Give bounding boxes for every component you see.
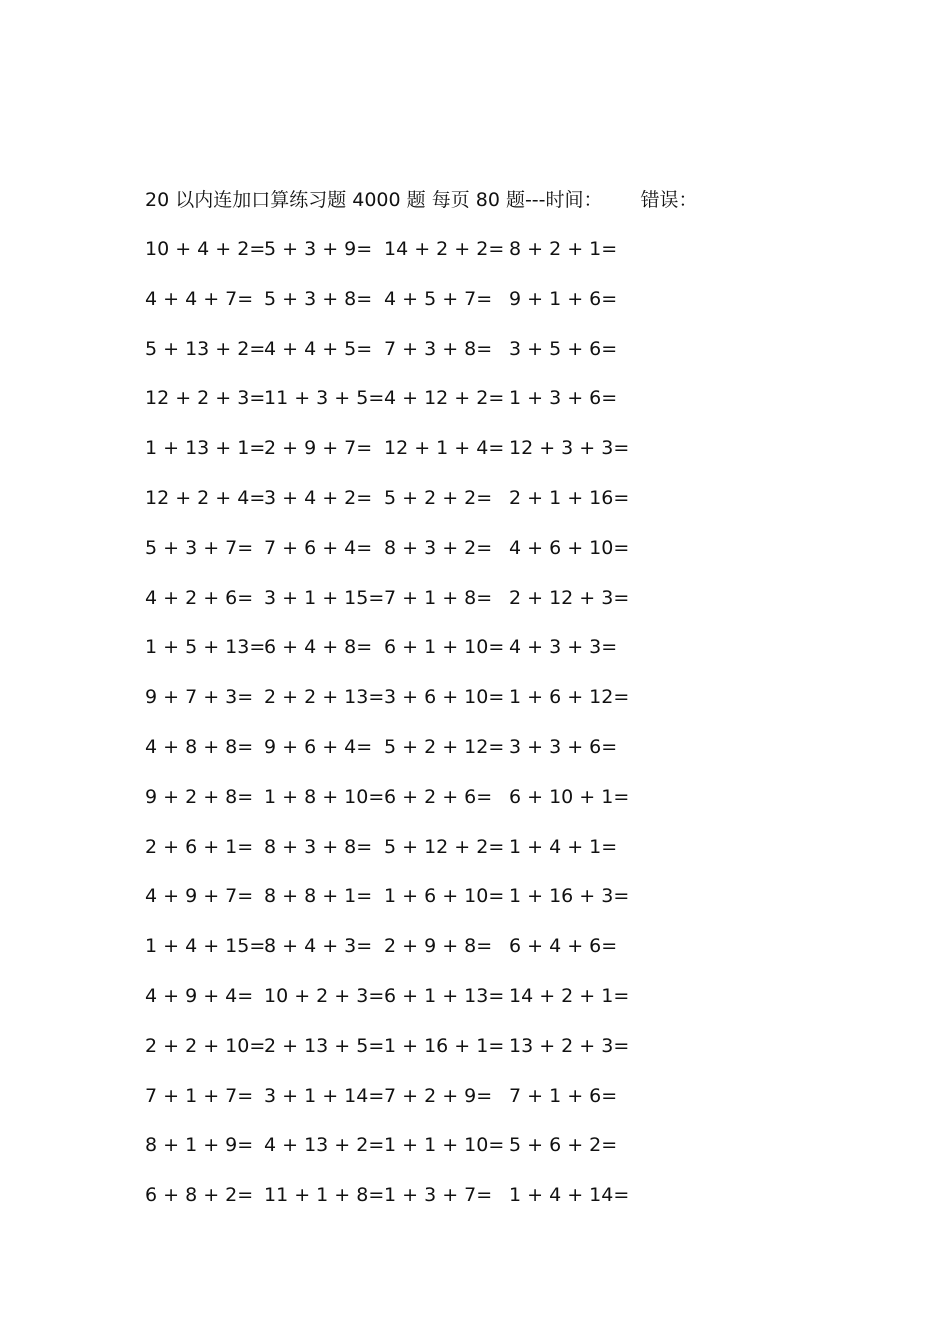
- problem-item: 4 + 13 + 2=: [264, 1134, 385, 1157]
- problem-row: [145, 234, 625, 284]
- problem-item: 6 + 1 + 13=: [384, 984, 505, 1007]
- problem-item: 9 + 2 + 8=: [145, 785, 254, 808]
- problem-item: 1 + 5 + 13=: [145, 636, 266, 659]
- problem-item: 1 + 6 + 12=: [509, 686, 630, 709]
- problem-item: 6 + 2 + 6=: [384, 785, 493, 808]
- problem-item: 9 + 6 + 4=: [264, 735, 373, 758]
- problem-item: 5 + 13 + 2=: [145, 337, 266, 360]
- problem-row: [145, 782, 630, 832]
- problem-item: 4 + 9 + 4=: [145, 984, 254, 1007]
- problem-item: 12 + 3 + 3=: [509, 437, 630, 460]
- problem-item: 6 + 10 + 1=: [509, 785, 630, 808]
- problem-item: 3 + 4 + 2=: [264, 486, 373, 509]
- problem-row: [145, 931, 625, 981]
- errors-label: 错误：: [640, 189, 698, 211]
- problem-row: [145, 284, 625, 334]
- problem-item: 1 + 8 + 10=: [264, 785, 385, 808]
- problem-row: [145, 1130, 625, 1180]
- problem-item: 14 + 2 + 2=: [384, 238, 505, 260]
- problem-row: [145, 583, 630, 633]
- worksheet-header: [145, 186, 698, 214]
- problem-row: [145, 483, 630, 533]
- problem-item: 1 + 16 + 1=: [384, 1034, 505, 1057]
- problem-row: [145, 1180, 630, 1230]
- problem-item: 7 + 6 + 4=: [264, 536, 373, 559]
- problem-item: 4 + 4 + 5=: [264, 337, 373, 360]
- problem-row: [145, 533, 630, 583]
- problem-item: 6 + 4 + 6=: [509, 935, 618, 958]
- problem-row: [145, 682, 630, 732]
- problem-item: 2 + 12 + 3=: [509, 586, 630, 609]
- problem-item: 5 + 2 + 12=: [384, 735, 505, 758]
- problem-item: 8 + 3 + 2=: [384, 536, 493, 559]
- problem-row: [145, 881, 630, 931]
- problem-row: [145, 433, 630, 483]
- problem-item: 4 + 5 + 7=: [384, 287, 493, 310]
- problem-item: 7 + 1 + 6=: [509, 1084, 618, 1107]
- problem-item: 7 + 1 + 8=: [384, 586, 493, 609]
- problem-item: 8 + 4 + 3=: [264, 935, 373, 958]
- problem-item: 12 + 2 + 3=: [145, 387, 266, 410]
- problem-item: 11 + 3 + 5=: [264, 387, 385, 410]
- problem-item: 5 + 3 + 9=: [264, 238, 373, 260]
- problem-item: 2 + 9 + 8=: [384, 935, 493, 958]
- problem-row: [145, 1081, 625, 1131]
- problem-item: 1 + 3 + 7=: [384, 1184, 493, 1207]
- problem-item: 8 + 2 + 1=: [509, 238, 618, 260]
- problem-grid: [145, 234, 630, 1230]
- problem-item: 1 + 1 + 10=: [384, 1134, 505, 1157]
- problem-item: 5 + 6 + 2=: [509, 1134, 618, 1157]
- problem-item: 3 + 3 + 6=: [509, 735, 618, 758]
- problem-item: 1 + 13 + 1=: [145, 437, 266, 460]
- problem-item: 3 + 1 + 15=: [264, 586, 385, 609]
- problem-item: 1 + 4 + 1=: [509, 835, 618, 858]
- problem-item: 2 + 9 + 7=: [264, 437, 373, 460]
- problem-item: 4 + 12 + 2=: [384, 387, 505, 410]
- problem-item: 2 + 6 + 1=: [145, 835, 254, 858]
- problem-row: [145, 732, 625, 782]
- problem-item: 7 + 3 + 8=: [384, 337, 493, 360]
- problem-item: 5 + 3 + 7=: [145, 536, 254, 559]
- problem-item: 2 + 2 + 10=: [145, 1034, 266, 1057]
- worksheet-title: 20 以内连加口算练习题 4000 题 每页 80 题---时间：: [145, 189, 603, 211]
- problem-item: 6 + 1 + 10=: [384, 636, 505, 659]
- problem-item: 4 + 6 + 10=: [509, 536, 630, 559]
- problem-item: 9 + 7 + 3=: [145, 686, 254, 709]
- problem-item: 10 + 2 + 3=: [264, 984, 385, 1007]
- problem-item: 12 + 2 + 4=: [145, 486, 266, 509]
- problem-item: 4 + 8 + 8=: [145, 735, 254, 758]
- problem-item: 9 + 1 + 6=: [509, 287, 618, 310]
- problem-item: 1 + 6 + 10=: [384, 885, 505, 908]
- problem-item: 3 + 6 + 10=: [384, 686, 505, 709]
- problem-row: [145, 981, 630, 1031]
- problem-item: 1 + 3 + 6=: [509, 387, 618, 410]
- problem-row: [145, 334, 625, 384]
- problem-item: 4 + 2 + 6=: [145, 586, 254, 609]
- problem-item: 6 + 8 + 2=: [145, 1184, 254, 1207]
- problem-row: [145, 632, 625, 682]
- problem-item: 3 + 1 + 14=: [264, 1084, 385, 1107]
- problem-item: 2 + 1 + 16=: [509, 486, 630, 509]
- problem-item: 5 + 2 + 2=: [384, 486, 493, 509]
- problem-item: 4 + 9 + 7=: [145, 885, 254, 908]
- problem-row: [145, 383, 625, 433]
- problem-row: [145, 832, 625, 882]
- problem-item: 13 + 2 + 3=: [509, 1034, 630, 1057]
- problem-item: 3 + 5 + 6=: [509, 337, 618, 360]
- problem-item: 8 + 8 + 1=: [264, 885, 373, 908]
- problem-item: 4 + 4 + 7=: [145, 287, 254, 310]
- problem-item: 5 + 3 + 8=: [264, 287, 373, 310]
- problem-item: 14 + 2 + 1=: [509, 984, 630, 1007]
- problem-item: 11 + 1 + 8=: [264, 1184, 385, 1207]
- problem-item: 1 + 4 + 15=: [145, 935, 266, 958]
- problem-item: 10 + 4 + 2=: [145, 238, 266, 260]
- problem-row: [145, 1031, 630, 1081]
- problem-item: 2 + 2 + 13=: [264, 686, 385, 709]
- problem-item: 2 + 13 + 5=: [264, 1034, 385, 1057]
- problem-item: 7 + 1 + 7=: [145, 1084, 254, 1107]
- problem-item: 6 + 4 + 8=: [264, 636, 373, 659]
- problem-item: 1 + 16 + 3=: [509, 885, 630, 908]
- problem-item: 4 + 3 + 3=: [509, 636, 618, 659]
- problem-item: 5 + 12 + 2=: [384, 835, 505, 858]
- problem-item: 1 + 4 + 14=: [509, 1184, 630, 1207]
- problem-item: 8 + 1 + 9=: [145, 1134, 254, 1157]
- problem-item: 12 + 1 + 4=: [384, 437, 505, 460]
- problem-item: 8 + 3 + 8=: [264, 835, 373, 858]
- problem-item: 7 + 2 + 9=: [384, 1084, 493, 1107]
